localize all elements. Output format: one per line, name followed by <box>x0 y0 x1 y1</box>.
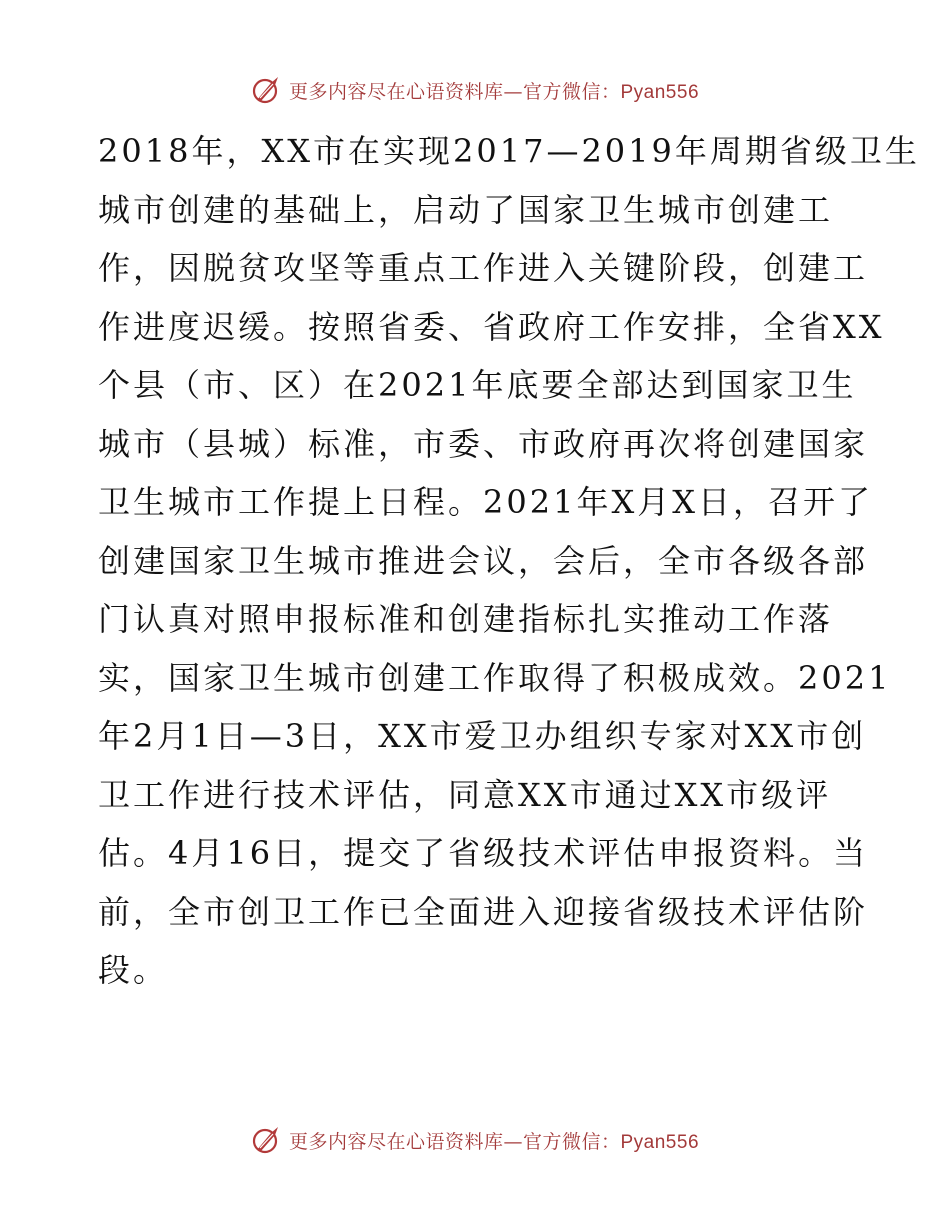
text-line: 卫工作进行技术评估，同意XX市通过XX市级评 <box>98 775 832 814</box>
watermark-wechat-id: Pyan556 <box>620 1131 700 1153</box>
text-line: 门认真对照申报标准和创建指标扎实推动工作落 <box>98 600 834 638</box>
text-line: 实，国家卫生城市创建工作取得了积极成效。2021 <box>98 658 892 697</box>
text-line: 前，全市创卫工作已全面进入迎接省级技术评估阶 <box>98 892 869 931</box>
text-line: 城市（县城）标准，市委、市政府再次将创建国家 <box>98 424 869 463</box>
body-paragraph <box>98 122 920 1000</box>
text-line: 卫生城市工作提上日程。2021年X月X日，召开了 <box>98 483 874 521</box>
watermark-text <box>289 1127 699 1154</box>
watermark-prefix: 更多内容尽在心语资料库—官方微信： <box>288 1130 621 1153</box>
watermark-wechat-id: Pyan556 <box>620 81 700 103</box>
text-line: 个县（市、区）在2021年底要全部达到国家卫生 <box>98 366 857 404</box>
text-line: 作，因脱贫攻坚等重点工作进入关键阶段，创建工 <box>98 249 869 287</box>
text-line: 2018年，XX市在实现2017—2019年周期省级卫生 <box>98 132 920 170</box>
watermark-text <box>289 77 699 104</box>
text-line: 城市创建的基础上，启动了国家卫生城市创建工 <box>98 190 834 229</box>
text-line: 段。 <box>98 951 169 989</box>
footer-watermark <box>0 1122 950 1158</box>
text-line: 年2月1日—3日，XX市爱卫办组织专家对XX市创 <box>98 717 867 755</box>
watermark-prefix: 更多内容尽在心语资料库—官方微信： <box>288 80 621 103</box>
quill-logo-icon <box>251 1124 283 1156</box>
text-line: 作进度迟缓。按照省委、省政府工作安排，全省XX <box>98 307 885 346</box>
header-watermark <box>0 72 950 108</box>
text-line: 创建国家卫生城市推进会议，会后，全市各级各部 <box>98 541 869 580</box>
text-line: 估。4月16日，提交了省级技术评估申报资料。当 <box>98 834 869 872</box>
quill-logo-icon <box>251 74 283 106</box>
